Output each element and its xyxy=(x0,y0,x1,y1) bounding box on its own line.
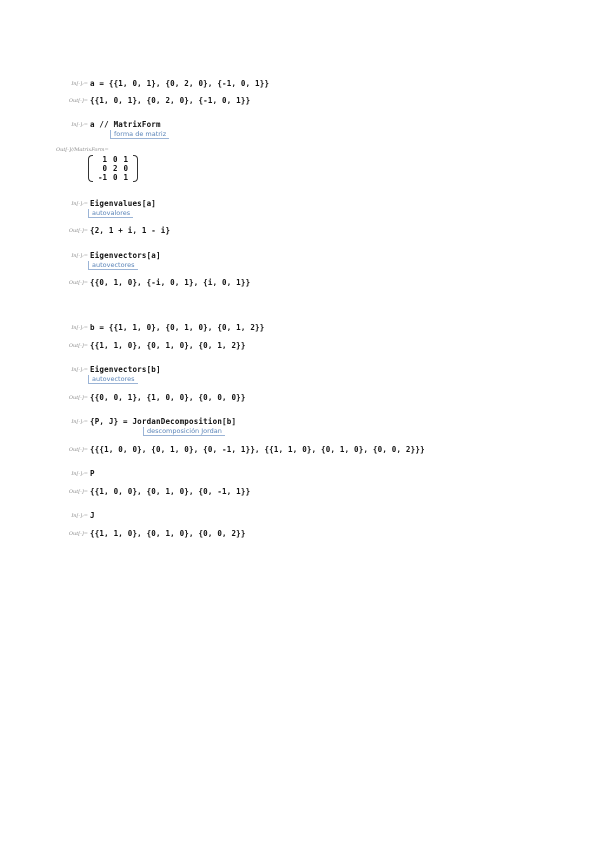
output-label: Out[-]//MatrixForm= xyxy=(56,147,109,153)
input-label: In[-]:= xyxy=(71,122,88,128)
matrix-entry: 0 xyxy=(113,155,118,164)
input-label: In[-]:= xyxy=(71,419,88,425)
input-code[interactable]: {P, J} = JordanDecomposition[b] xyxy=(90,417,237,426)
input-code[interactable]: a = {{1, 0, 1}, {0, 2, 0}, {-1, 0, 1}} xyxy=(90,79,270,88)
input-label: In[-]:= xyxy=(71,253,88,259)
matrix-entry: 1 xyxy=(123,155,129,164)
input-code[interactable]: P xyxy=(90,469,95,478)
input-label: In[-]:= xyxy=(71,367,88,373)
matrix-entry: 0 xyxy=(102,164,108,173)
input-code[interactable]: b = {{1, 1, 0}, {0, 1, 0}, {0, 1, 2}} xyxy=(90,323,265,332)
left-paren xyxy=(88,155,93,182)
input-code[interactable]: J xyxy=(90,511,95,520)
matrix-entry: -1 xyxy=(98,173,108,182)
output-value: {{1, 1, 0}, {0, 1, 0}, {0, 0, 2}} xyxy=(90,529,246,538)
output-value: {{1, 0, 1}, {0, 2, 0}, {-1, 0, 1}} xyxy=(90,96,251,105)
function-hint: autovalores xyxy=(88,209,133,218)
output-label: Out[-]= xyxy=(68,531,88,537)
input-code[interactable]: Eigenvectors[b] xyxy=(90,365,161,374)
matrix-entry: 1 xyxy=(102,155,108,164)
matrix-row xyxy=(95,164,131,173)
function-hint: forma de matriz xyxy=(110,130,169,139)
matrix-entry: 1 xyxy=(123,173,129,182)
matrix-entry: 0 xyxy=(123,164,129,173)
output-label: Out[-]= xyxy=(68,395,88,401)
output-value: {{0, 1, 0}, {-i, 0, 1}, {i, 0, 1}} xyxy=(90,278,251,287)
output-value: {{{1, 0, 0}, {0, 1, 0}, {0, -1, 1}}, {{1, 1, 0}, {0, 1, 0}, {0, 0, 2}}} xyxy=(90,445,425,454)
matrix-table xyxy=(95,155,131,182)
input-code[interactable]: a // MatrixForm xyxy=(90,120,161,129)
input-label: In[-]:= xyxy=(71,471,88,477)
function-hint: autovectores xyxy=(88,261,138,270)
matrix-entry: 2 xyxy=(113,164,118,173)
input-code[interactable]: Eigenvectors[a] xyxy=(90,251,161,260)
output-value: {{1, 0, 0}, {0, 1, 0}, {0, -1, 1}} xyxy=(90,487,251,496)
matrix-row xyxy=(95,155,131,164)
output-label: Out[-]= xyxy=(68,280,88,286)
output-value: {{0, 0, 1}, {1, 0, 0}, {0, 0, 0}} xyxy=(90,393,246,402)
function-hint: descomposición Jordan xyxy=(143,427,225,436)
output-label: Out[-]= xyxy=(68,447,88,453)
input-label: In[-]:= xyxy=(71,513,88,519)
matrix-row xyxy=(95,173,131,182)
output-label: Out[-]= xyxy=(68,343,88,349)
output-value: {2, 1 + i, 1 - i} xyxy=(90,226,171,235)
matrix-entry: 0 xyxy=(113,173,118,182)
function-hint: autovectores xyxy=(88,375,138,384)
input-label: In[-]:= xyxy=(71,81,88,87)
output-value: {{1, 1, 0}, {0, 1, 0}, {0, 1, 2}} xyxy=(90,341,246,350)
input-label: In[-]:= xyxy=(71,325,88,331)
input-code[interactable]: Eigenvalues[a] xyxy=(90,199,157,208)
right-paren xyxy=(133,155,138,182)
matrix-display xyxy=(88,155,138,182)
output-label: Out[-]= xyxy=(68,98,88,104)
output-label: Out[-]= xyxy=(68,228,88,234)
output-label: Out[-]= xyxy=(68,489,88,495)
input-label: In[-]:= xyxy=(71,201,88,207)
